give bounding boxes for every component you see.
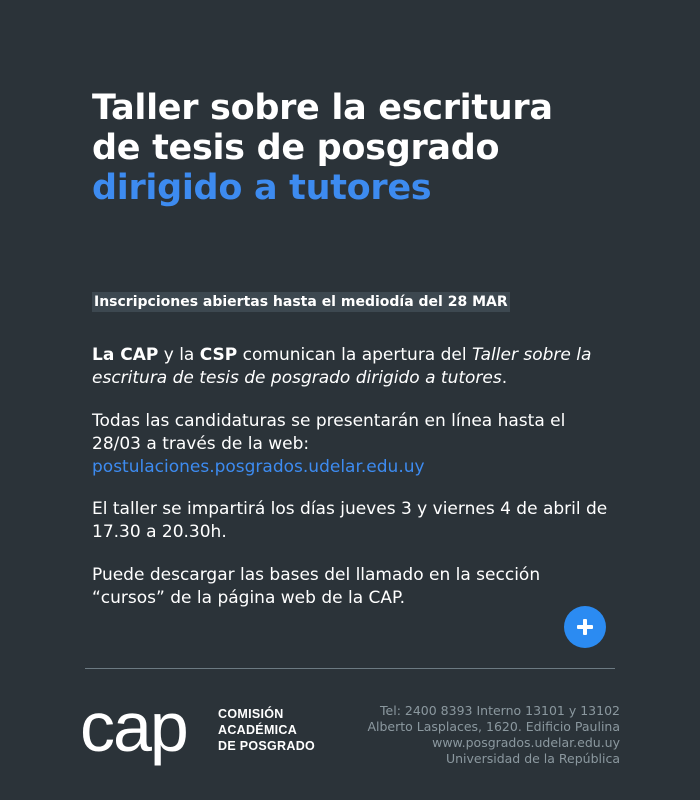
title-main: Taller sobre la escritura de tesis de posgrado [92, 88, 553, 168]
application-text: Todas las candidaturas se presentarán en línea hasta el 28/03 a través de la web: [92, 411, 566, 454]
plus-icon [575, 617, 595, 637]
cap-logo: cap [80, 688, 187, 766]
application-paragraph [92, 410, 617, 479]
period: . [501, 368, 508, 388]
download-paragraph: Puede descargar las bases del llamado en la sección “cursos” de la página web de la CAP. [92, 565, 541, 608]
logo-subtitle [218, 706, 315, 754]
connector-text: y la [158, 345, 200, 365]
csp-label: CSP [199, 345, 238, 365]
contact-address: Alberto Lasplaces, 1620. Edificio Paulina [367, 719, 620, 734]
workshop-name: Taller sobre la escritura de tesis de posgrado dirigido a tutores [92, 345, 592, 388]
logo-line-3: DE POSGRADO [218, 739, 316, 753]
logo-line-1: COMISIÓN [218, 707, 284, 721]
logo-line-2: ACADÉMICA [218, 723, 298, 737]
announcement-paragraph [92, 344, 617, 390]
title-accent: dirigido a tutores [92, 168, 432, 208]
page-title [92, 88, 562, 208]
contact-info [367, 703, 620, 767]
contact-phone: Tel: 2400 8393 Interno 13101 y 13102 [380, 703, 620, 718]
cap-label: La CAP [92, 345, 159, 365]
announcement-text: comunican la apertura del [237, 345, 473, 365]
footer-divider [85, 668, 615, 669]
contact-university: Universidad de la República [445, 751, 620, 766]
deadline-highlight: Inscripciones abiertas hasta el mediodía del 28 MAR [94, 294, 508, 310]
expand-button[interactable] [564, 606, 606, 648]
contact-website: www.posgrados.udelar.edu.uy [432, 735, 620, 750]
application-link[interactable]: postulaciones.posgrados.udelar.edu.uy [92, 457, 425, 477]
schedule-paragraph: El taller se impartirá los días jueves 3 y viernes 4 de abril de 17.30 a 20.30h. [92, 499, 608, 542]
